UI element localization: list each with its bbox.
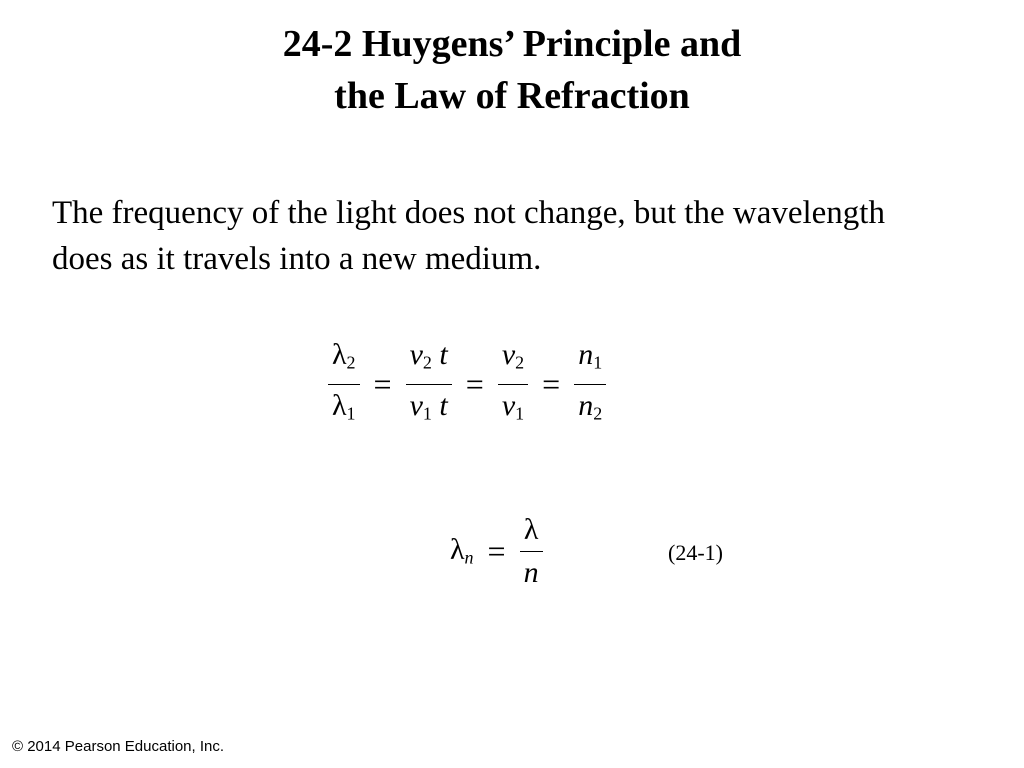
index-ratio-fraction: $\frac{n_1}{n_2}$ — [574, 337, 606, 431]
velocity-ratio-fraction: $\frac{v_2}{v_1}$ — [498, 337, 528, 431]
title-line-1: 24-2 Huygens’ Principle and — [282, 23, 742, 65]
body-text: The frequency of the light does not change, but the wavelength does as it travels into a new medium. — [52, 195, 885, 277]
title-line-2: the Law of Refraction — [334, 75, 690, 117]
slide-title — [0, 18, 1024, 122]
lambda-n-symbol: $\lambda_n$ — [450, 533, 474, 568]
equals-sign: = — [542, 365, 561, 402]
copyright-footer: © 2014 Pearson Education, Inc. — [12, 738, 225, 755]
wavelength-in-medium-equation — [450, 508, 543, 594]
distance-ratio-fraction: $\frac{v_2 t}{v_1 t}$ — [406, 337, 452, 431]
equals-sign: = — [373, 365, 392, 402]
wavelength-ratio-equation — [328, 338, 606, 430]
equals-sign: = — [487, 532, 506, 569]
equals-sign: = — [465, 365, 484, 402]
lambda-over-n-fraction: $\frac{\lambda}{n}$ — [520, 512, 543, 591]
lambda-ratio-fraction: $\frac{\lambda_2}{\lambda_1}$ — [328, 337, 360, 431]
equation-number: (24-1) — [668, 540, 723, 565]
